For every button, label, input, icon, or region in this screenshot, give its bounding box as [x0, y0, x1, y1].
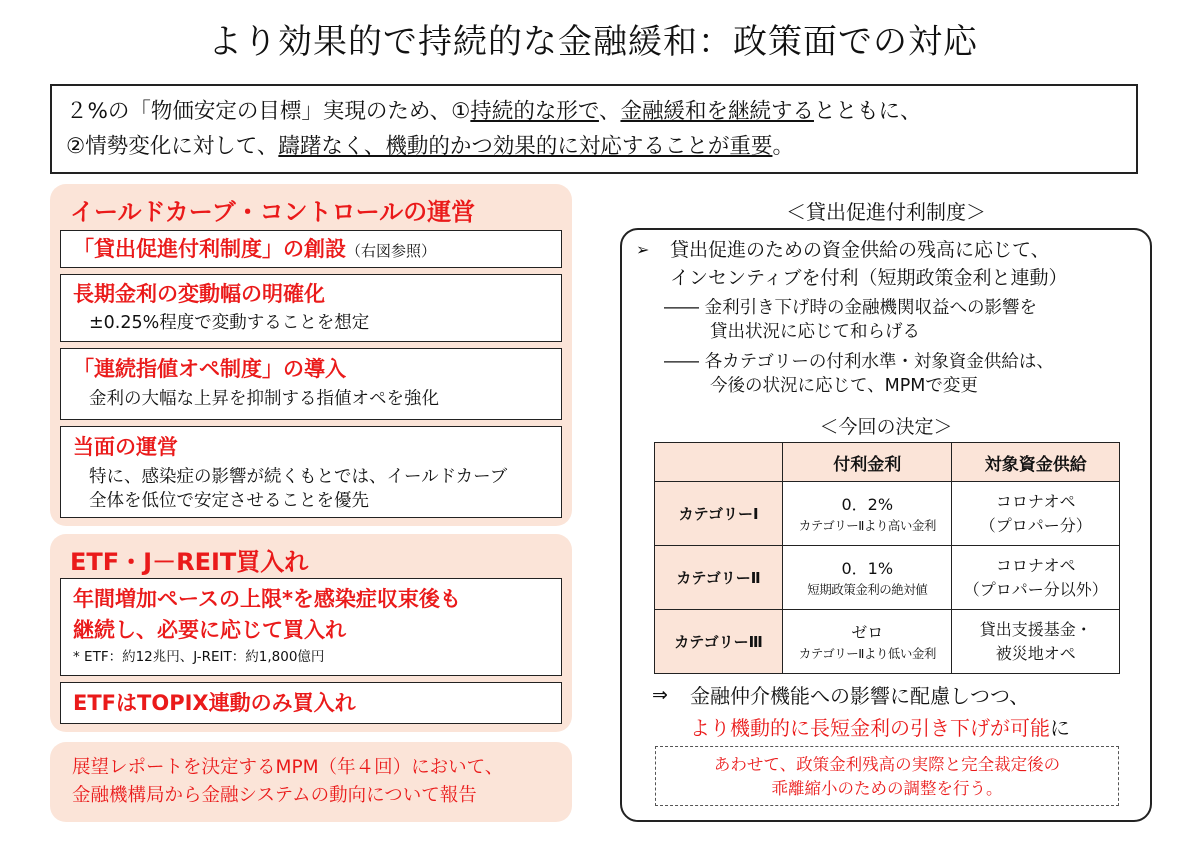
- rate-cell: ゼロ カテゴリーⅡより低い金利: [783, 610, 952, 674]
- category-cell: カテゴリーⅡ: [655, 546, 783, 610]
- rate-cell: 0．1% 短期政策金利の絶対値: [783, 546, 952, 610]
- ycc-title: イールドカーブ・コントロールの運営: [70, 198, 476, 226]
- supply-cell: 貸出支援基金・ 被災地オペ: [952, 610, 1120, 674]
- etf-title: ETF・J－REIT買入れ: [70, 548, 309, 576]
- item-heading: 「連続指値オペ制度」の導入: [73, 357, 346, 381]
- item-heading: 「貸出促進付利制度」の創設: [73, 237, 346, 261]
- summary-line-2: ②情勢変化に対して、躊躇なく、機動的かつ効果的に対応することが重要。: [66, 134, 794, 159]
- item-heading: 当面の運営: [73, 435, 178, 459]
- table-row: [655, 546, 1120, 610]
- conclusion-text: 金融仲介機能への影響に配慮しつつ、 より機動的に長短金利の引き下げが可能に: [690, 684, 1070, 740]
- ycc-item-current-operation: [60, 426, 562, 518]
- summary-line-1: ２%の「物価安定の目標」実現のため、①持続的な形で、金融緩和を継続するとともに、: [66, 99, 922, 124]
- table-row: [655, 482, 1120, 546]
- table-header-cell: 対象資金供給: [952, 443, 1120, 482]
- etf-footnote: * ETF：約12兆円、J-REIT：約1,800億円: [73, 649, 325, 665]
- item-heading: 長期金利の変動幅の明確化: [73, 282, 325, 306]
- item-description-1: 特に、感染症の影響が続くもとでは、イールドカーブ: [89, 467, 508, 487]
- item-reference: （右図参照）: [346, 242, 437, 260]
- sub-point-1: ―― 金利引き下げ時の金融機関収益への影響を 貸出状況に応じて和らげる: [664, 298, 1038, 342]
- table-header-row: [655, 443, 1120, 482]
- sub-point-2: ―― 各カテゴリーの付利水準・対象資金供給は、 今後の状況に応じて、MPMで変更: [664, 352, 1054, 396]
- decision-table: [654, 442, 1120, 674]
- item-description: 金利の大幅な上昇を抑制する指値オペを強化: [89, 389, 439, 409]
- adjustment-note: あわせて、政策金利残高の実際と完全裁定後の 乖離縮小のための調整を行う。: [655, 746, 1119, 806]
- supply-cell: コロナオペ （プロパー分）: [952, 482, 1120, 546]
- bullet-text: 貸出促進のための資金供給の残高に応じて、 インセンティブを付利（短期政策金利と連動）: [670, 239, 1068, 289]
- table-row: [655, 610, 1120, 674]
- table-header-cell: [655, 443, 783, 482]
- etf-box-line-2: 継続し、必要に応じて買入れ: [73, 618, 346, 642]
- page-title: より効果的で持続的な金融緩和：政策面での対応: [208, 22, 978, 62]
- etf-box-line-1: 年間増加ペースの上限*を感染症収束後も: [73, 587, 461, 611]
- rate-cell: 0．2% カテゴリーⅡより高い金利: [783, 482, 952, 546]
- decision-heading: ＜今回の決定＞: [819, 416, 953, 438]
- etf-topix-box: [60, 682, 562, 724]
- table-header-cell: 付利金利: [783, 443, 952, 482]
- report-line-2: 金融機構局から金融システムの動向について報告: [72, 785, 477, 806]
- ycc-item-band-clarification: [60, 274, 562, 342]
- item-description: ±0.25%程度で変動することを想定: [89, 313, 370, 333]
- report-line-1: 展望レポートを決定するMPM（年４回）において、: [72, 757, 504, 778]
- report-text: [72, 754, 503, 810]
- supply-cell: コロナオペ （プロパー分以外）: [952, 546, 1120, 610]
- bullet-icon: ➢: [636, 240, 650, 259]
- ycc-item-lending-facility: [60, 230, 562, 268]
- lending-heading: ＜貸出促進付利制度＞: [786, 200, 986, 224]
- category-cell: カテゴリーⅢ: [655, 610, 783, 674]
- arrow-icon: ⇒: [652, 684, 668, 706]
- ycc-item-fixed-rate-ops: [60, 348, 562, 420]
- item-description-2: 全体を低位で安定させることを優先: [89, 491, 369, 511]
- category-cell: カテゴリーⅠ: [655, 482, 783, 546]
- etf-purchase-box: [60, 578, 562, 676]
- etf-topix-text: ETFはTOPIX連動のみ買入れ: [73, 691, 356, 715]
- summary-box: [50, 84, 1138, 174]
